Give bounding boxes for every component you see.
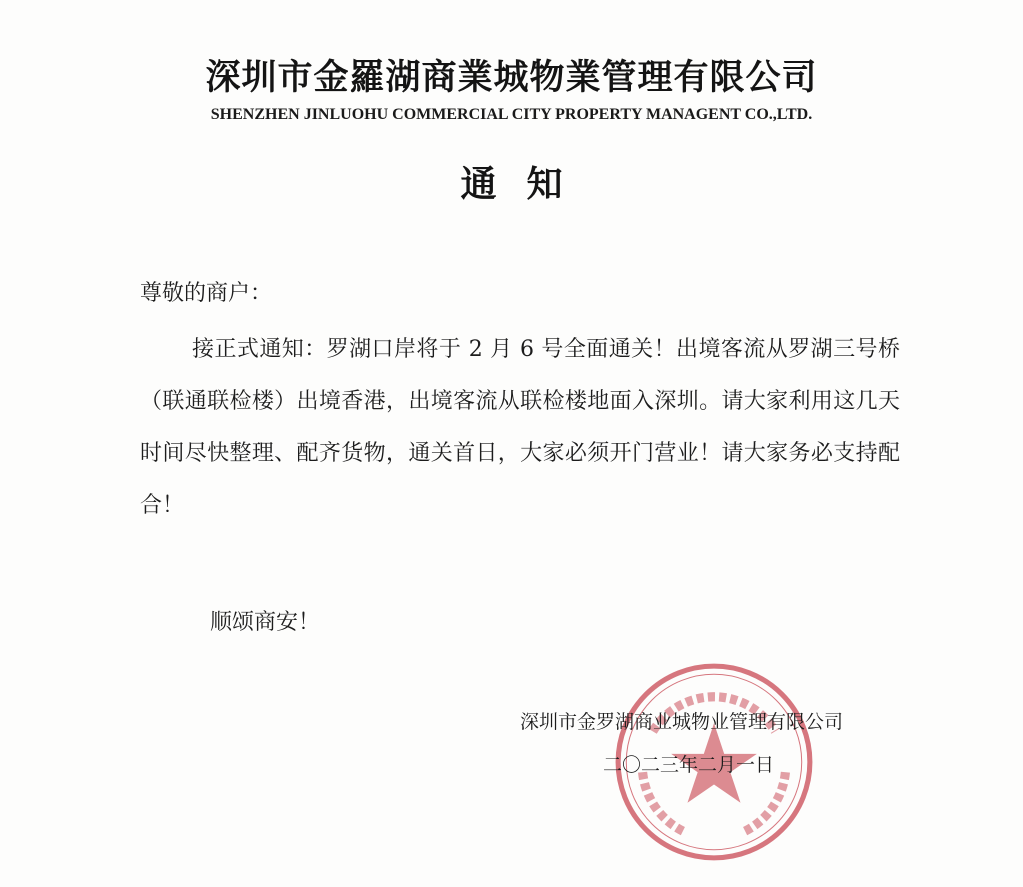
notice-title: 通知 bbox=[460, 163, 593, 205]
notice-body: 接正式通知：罗湖口岸将于 2 月 6 号全面通关！出境客流从罗湖三号桥（联通联检楼）出境香港，出境客流从联检楼地面入深圳。请大家利用这几天时间尽快整理、配齐货物，通关首日，大家必须开门营业！请大家务必支持配合！ bbox=[140, 337, 900, 518]
signature-company: 深圳市金罗湖商业城物业管理有限公司 bbox=[520, 711, 844, 733]
seal-arc-text-left bbox=[643, 772, 684, 831]
company-name-chinese: 深圳市金羅湖商業城物業管理有限公司 bbox=[205, 57, 818, 98]
closing-salutation: 顺颂商安！ bbox=[210, 610, 321, 635]
signature-date: 二〇二三年二月一日 bbox=[603, 754, 775, 776]
company-name-english: SHENZHEN JINLUOHU COMMERCIAL CITY PROPERTY MANAGENT CO.,LTD. bbox=[210, 106, 813, 123]
greeting: 尊敬的商户： bbox=[140, 281, 273, 306]
seal-arc-text-right bbox=[745, 772, 786, 831]
